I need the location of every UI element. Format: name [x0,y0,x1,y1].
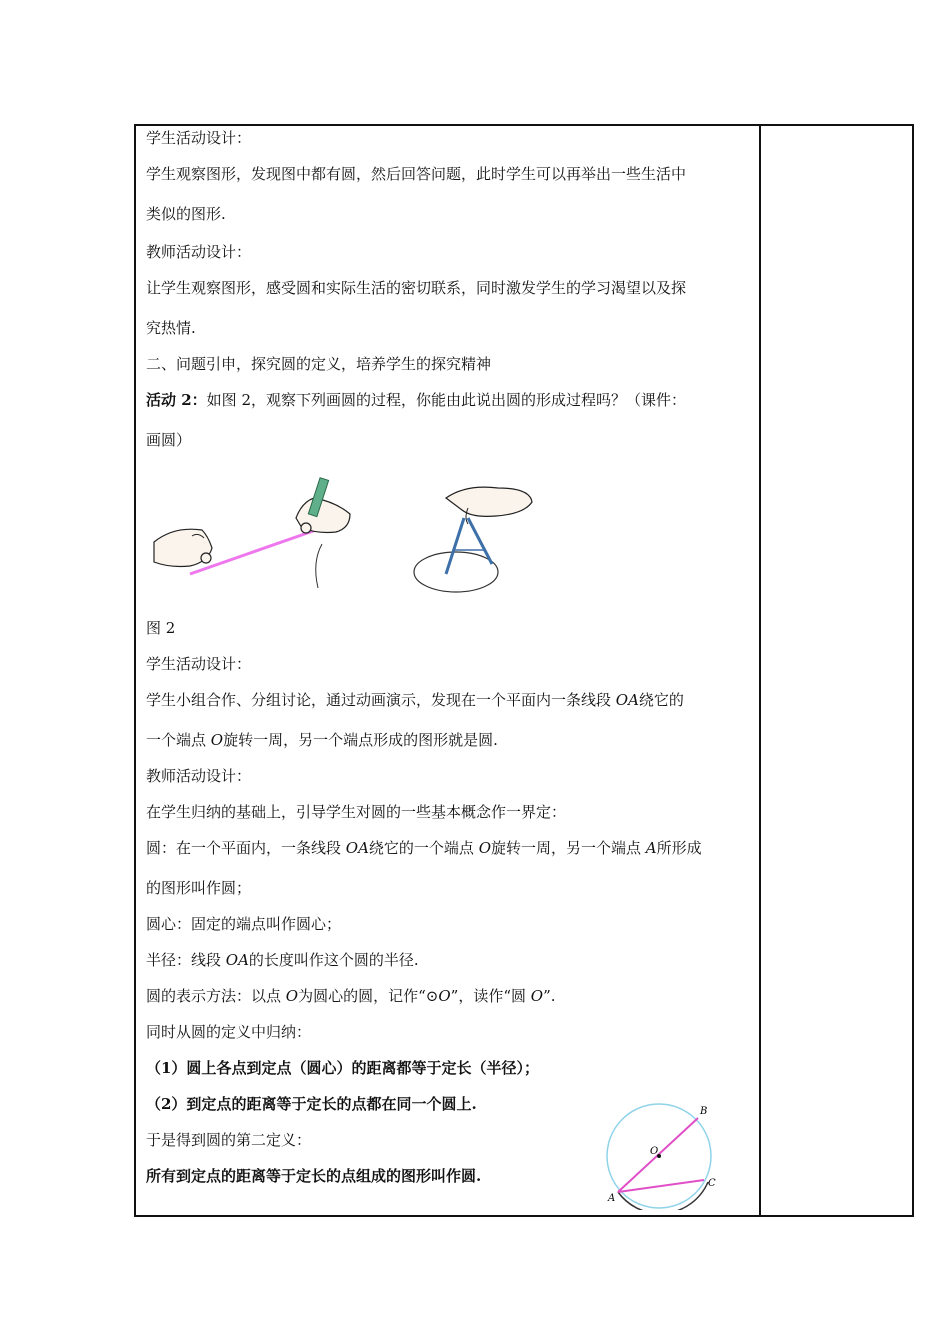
teacher-text-2: 在学生归纳的基础上，引导学生对圆的一些基本概念作一界定： [146,803,567,821]
section-heading: 二、问题引申，探究圆的定义，培养学生的探究精神 [146,355,492,373]
circle-def-part-4: 所形成 [656,839,702,857]
radius-def-pre: 半径：线段 [146,951,226,969]
student-text-2b-pre: 一个端点 [146,731,211,749]
activity-line-a [146,390,686,410]
student-text-1a: 学生观察图形，发现图中都有圆，然后回答问题，此时学生可以再举出一些生活中 [146,165,687,183]
drawing-circle-illustration [146,462,546,602]
label-a: A [608,1193,616,1204]
point-o: O [210,731,224,749]
student-text-2a-post: 绕它的 [638,691,684,709]
summary-intro: 同时从圆的定义中归纳： [146,1023,312,1041]
circle-def-var-a: A [645,839,657,857]
second-definition-intro: 于是得到圆的第二定义： [146,1131,312,1149]
notation-pre: 圆的表示方法：以点 [146,987,286,1005]
label-b: B [700,1106,708,1117]
label-o: O [650,1146,659,1157]
radius-def-var: OA [225,951,249,969]
activity-text-b: 画圆） [146,431,192,449]
notation-mid-2: ”，读作“圆 [450,987,531,1005]
circle-def-part-2: 绕它的一个端点 [368,839,479,857]
circle-def-part-3: 旋转一周，另一个端点 [491,839,646,857]
chord-ac [618,1180,704,1192]
second-definition: 所有到定点的距离等于定长的点组成的图形叫作圆. [146,1167,482,1185]
circle-def-part-1: 圆：在一个平面内，一条线段 [146,839,346,857]
activity-text-a: 如图 2，观察下列画圆的过程，你能由此说出圆的形成过程吗？（课件： [206,391,686,409]
label-c: C [708,1178,716,1189]
student-text-2b [146,730,498,750]
student-text-1b: 类似的图形. [146,205,226,223]
teacher-design-heading-2: 教师活动设计： [146,767,252,785]
segment-oa: OA [615,691,639,709]
notation-post: ”. [543,987,556,1005]
center-definition: 圆心：固定的端点叫作圆心； [146,915,342,933]
student-text-2b-post: 旋转一周，另一个端点形成的图形就是圆. [223,731,498,749]
circle-definition-b: 的图形叫作圆； [146,879,252,897]
radius-definition [146,950,419,970]
circle-definition-a [146,838,702,858]
notation-var-2: O [438,987,451,1005]
student-text-2a-pre: 学生小组合作、分组讨论，通过动画演示，发现在一个平面内一条线段 [146,691,616,709]
summary-point-2: （2）到定点的距离等于定长的点都在同一个圆上. [146,1095,477,1113]
summary-point-1: （1）圆上各点到定点（圆心）的距离都等于定长（半径）； [146,1059,539,1077]
activity-label: 活动 2： [146,391,207,409]
table-column-divider [759,124,761,1217]
student-design-heading: 学生活动设计： [146,129,252,147]
circle-def-var-oa: OA [345,839,369,857]
compass-method-drawing [414,487,532,592]
student-text-2a [146,690,684,710]
figure-caption: 图 2 [146,619,176,637]
circle-oa-figure [596,1098,726,1210]
string-method-drawing [154,478,350,588]
notation-var-3: O [530,987,544,1005]
student-design-heading-2: 学生活动设计： [146,655,252,673]
teacher-text-1a: 让学生观察图形，感受圆和实际生活的密切联系，同时激发学生的学习渴望以及探 [146,279,687,297]
notation-var-1: O [285,987,299,1005]
notation-definition [146,986,556,1006]
notation-mid-1: 为圆心的圆，记作“⊙ [298,987,439,1005]
radius-def-post: 的长度叫作这个圆的半径. [248,951,419,969]
circle-def-var-o: O [478,839,492,857]
teacher-design-heading: 教师活动设计： [146,243,252,261]
teacher-text-1b: 究热情. [146,319,196,337]
